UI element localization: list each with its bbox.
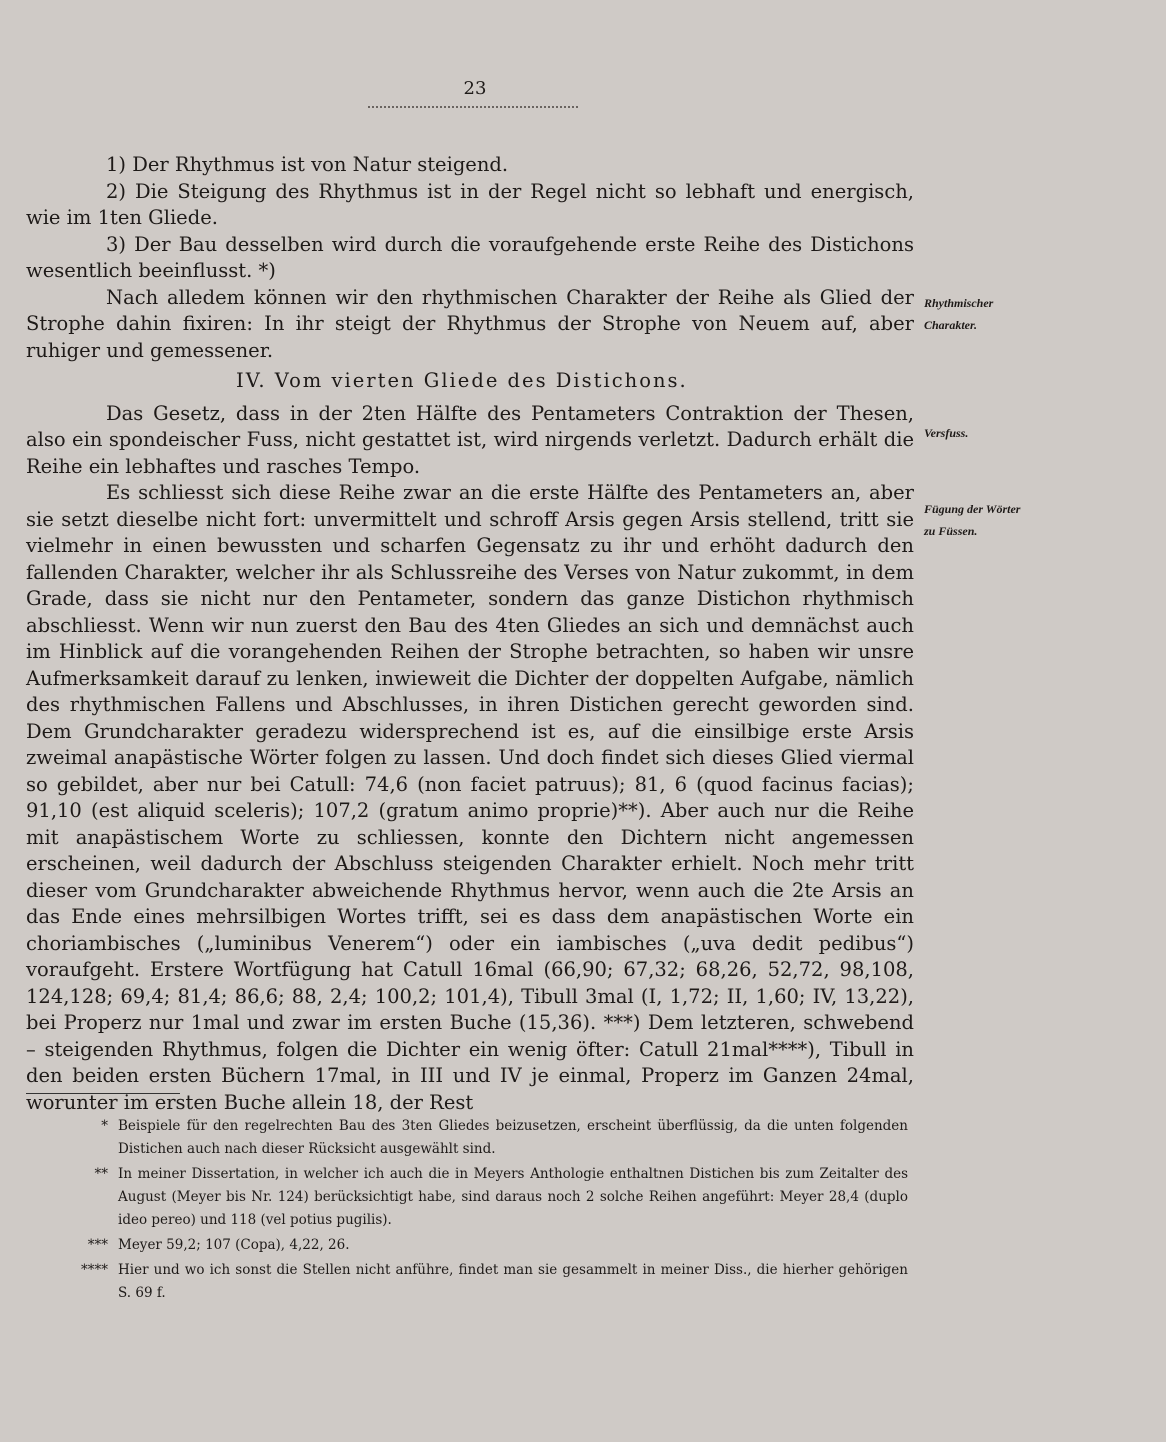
paragraph-5: Das Gesetz, dass in der 2ten Hälfte des Pentameters Contraktion der Thesen, also ein spondeischer Fuss, nicht gestattet ist, wird nirgends verletzt. Dadurch erhält die Reihe ein lebhaftes und rasches Tempo.	[26, 401, 914, 478]
footnotes	[60, 1115, 908, 1307]
footnote-mark: **	[94, 1166, 108, 1182]
paragraph-2: 2) Die Steigung des Rhythmus ist in der Regel nicht so lebhaft und energisch, wie im 1ten Gliede.	[26, 179, 914, 229]
footnote	[60, 1163, 908, 1232]
paragraph-1: 1) Der Rhythmus ist von Natur steigend.	[106, 153, 509, 176]
paragraph-4: Nach alledem können wir den rhythmischen Charakter der Reihe als Glied der Strophe dahin fixiren: In ihr steigt der Rhythmus der Strophe von Neuem auf, aber ruhiger und gemessener.	[26, 285, 914, 362]
footnote-mark: ****	[81, 1262, 108, 1278]
main-text	[26, 152, 914, 1116]
footnote-mark: *	[101, 1118, 108, 1134]
footnote	[60, 1115, 908, 1161]
paragraph-6: Es schliesst sich diese Reihe zwar an die erste Hälfte des Pentameters an, aber sie setzt dieselbe nicht fort: unvermittelt und schroff Arsis gegen Arsis stellend, tritt sie vielmehr in einen bewussten und scharfen Gegensatz zu ihr und erhöht dadurch den fallenden Charakter, welcher ihr als Schlussreihe des Verses von Natur zukommt, in dem Grade, dass sie nicht nur den Pentameter, sondern das ganze Distichon rhythmisch abschliesst. Wenn wir nun zuerst den Bau des 4ten Gliedes an sich und demnächst auch im Hinblick auf die vorangehenden Reihen der Strophe betrachten, so haben wir unsre Aufmerksamkeit darauf zu lenken, inwieweit die Dichter der doppelten Aufgabe, nämlich des rhythmischen Fallens und Abschlusses, in ihren Distichen gerecht geworden sind. Dem Grundcharakter geradezu widersprechend ist es, auf die einsilbige erste Arsis zweimal anapästische Wörter folgen zu lassen. Und doch findet sich dieses Glied viermal so gebildet, aber nur bei Catull: 74,6 (non faciet patruus); 81, 6 (quod facinus facias); 91,10 (est aliquid sceleris); 107,2 (gratum animo proprie)**). Aber auch nur die Reihe mit anapästischem Worte zu schliessen, konnte den Dichtern nicht angemessen erscheinen, weil dadurch der Abschluss steigenden Charakter erhielt. Noch mehr tritt dieser vom Grundcharakter abweichende Rhythmus hervor, wenn auch die 2te Arsis an das Ende eines mehrsilbigen Wortes trifft, sei es dass dem anapästischen Worte ein choriambisches („luminibus Venerem“) oder ein iambisches („uva dedit pedibus“) voraufgeht. Erstere Wortfügung hat Catull 16mal (66,90; 67,32; 68,26, 52,72, 98,108, 124,128; 69,4; 81,4; 86,6; 88, 2,4; 100,2; 101,4), Tibull 3mal (I, 1,72; II, 1,60; IV, 13,22), bei Properz nur 1mal und zwar im ersten Buche (15,36). ***) Dem letzteren, schwebend – steigenden Rhythmus, folgen die Dichter ein wenig öfter: Catull 21mal****), Tibull in den beiden ersten Büchern 17mal, in III und IV je einmal, Properz im Ganzen 24mal, worunter im ersten Buche allein 18, der Rest	[26, 481, 914, 1114]
footnote-text: In meiner Dissertation, in welcher ich auch die in Meyers Anthologie enthaltnen Distichen bis zum Zeitalter des August (Meyer bis Nr. 124) berücksichtigt habe, sind daraus noch 2 solche Reihen angeführt: Meyer 28,4 (duplo ideo pereo) und 118 (vel potius pugilis).	[118, 1166, 908, 1228]
footnote-text: Beispiele für den regelrechten Bau des 3ten Gliedes beizusetzen, erscheint überflüssig, da die unten folgenden Distichen auch nach dieser Rücksicht ausgewählt sind.	[118, 1118, 908, 1157]
margin-note-fuegung: Fügung der Wörter zu Füssen.	[924, 502, 1021, 538]
section-heading: IV. Vom vierten Gliede des Distichons.	[236, 369, 688, 392]
margin-note-rhythmischer-charakter: Rhythmischer Charakter.	[924, 296, 994, 332]
footnote-mark: ***	[87, 1237, 108, 1253]
footnote-rule	[26, 1093, 180, 1094]
paragraph-3: 3) Der Bau desselben wird durch die voraufgehende erste Reihe des Distichons wesentlich beeinflusst. *)	[26, 232, 914, 282]
margin-note-versfuss: Versfuss.	[924, 426, 969, 440]
footnote	[60, 1234, 908, 1257]
footnote-text: Hier und wo ich sonst die Stellen nicht anführe, findet man sie gesammelt in meiner Diss., die hierher gehörigen S. 69 f.	[118, 1262, 908, 1301]
footnote	[60, 1259, 908, 1305]
page-number: 23	[463, 78, 487, 99]
footnote-text: Meyer 59,2; 107 (Copa), 4,22, 26.	[118, 1237, 350, 1253]
ornament-divider	[368, 100, 578, 108]
